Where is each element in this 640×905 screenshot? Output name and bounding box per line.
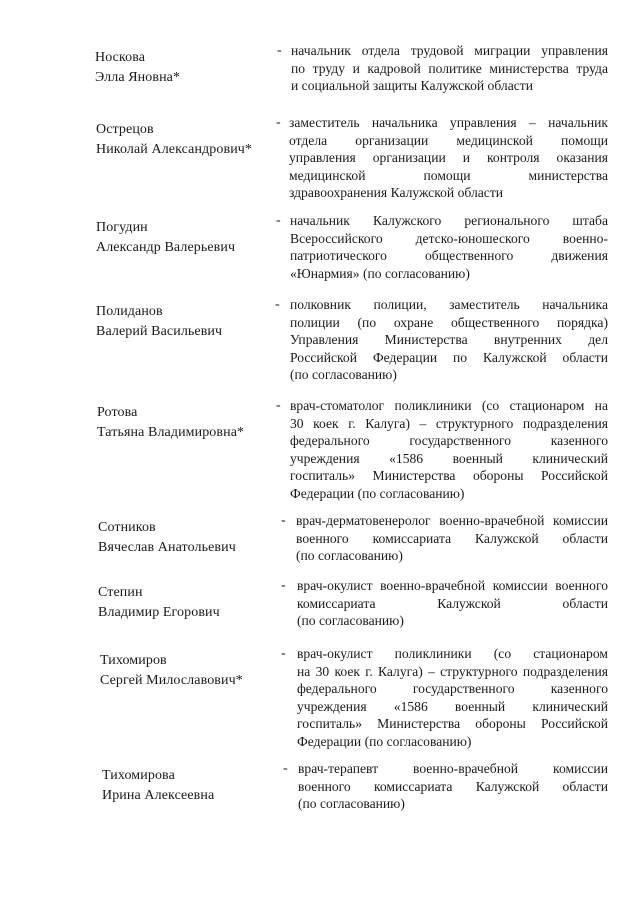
member-given-names: Сергей Милославович* <box>100 673 243 688</box>
member-name <box>98 583 283 623</box>
member-surname: Сотников <box>98 520 156 535</box>
member-given-names: Владимир Егорович <box>98 605 220 620</box>
position-line: медицинской помощи министерства <box>289 167 608 183</box>
position-line: федерального государственного казенного <box>297 681 608 697</box>
position-line: полиции (по охране общественного порядка) <box>290 314 608 330</box>
position-line: начальник Калужского регионального штаба <box>290 213 608 228</box>
member-surname: Носкова <box>95 50 146 65</box>
dash-separator: - <box>283 761 288 776</box>
position-line: (по согласованию) <box>297 613 404 629</box>
member-given-names: Вячеслав Анатольевич <box>98 540 236 555</box>
position-line: (по согласованию) <box>296 548 403 564</box>
position-line: госпиталь» Министерства обороны Российской <box>297 716 608 732</box>
dash-separator: - <box>281 578 286 593</box>
member-given-names: Валерий Васильевич <box>96 324 223 339</box>
member-given-names: Николай Александрович* <box>96 142 253 157</box>
position-line: начальник отдела трудовой миграции управления <box>291 43 608 58</box>
member-name <box>98 518 283 558</box>
dash-separator: - <box>276 398 281 413</box>
position-line: заместитель начальника управления – начальник <box>289 115 608 130</box>
member-surname: Полиданов <box>96 304 163 319</box>
member-surname: Тихомирова <box>102 768 175 783</box>
dash-separator: - <box>276 115 281 130</box>
position-line: учреждения «1586 военный клинический <box>297 698 608 714</box>
position-line: (по согласованию) <box>290 367 397 383</box>
position-line: врач-окулист поликлиники (со стационаром <box>297 646 608 661</box>
position-line: Всероссийского детско-юношеского военно- <box>290 230 608 246</box>
position-line: на 30 коек г. Калуга) – структурного подразделения <box>297 663 608 679</box>
position-line: федерального государственного казенного <box>290 433 608 449</box>
member-surname: Степин <box>98 585 143 600</box>
position-line: военного комиссариата Калужской области <box>296 530 608 546</box>
position-line: комиссариата Калужской области <box>297 595 608 611</box>
member-position-description <box>290 296 608 384</box>
member-position-description <box>296 512 608 565</box>
member-given-names: Александр Валерьевич <box>96 240 236 255</box>
dash-separator: - <box>281 646 286 661</box>
member-surname: Тихомиров <box>100 653 167 668</box>
position-line: патриотического общественного движения <box>290 248 608 264</box>
member-surname: Острецов <box>96 122 154 137</box>
position-line: полковник полиции, заместитель начальника <box>290 297 608 312</box>
member-position-description <box>290 397 608 503</box>
member-name <box>102 766 287 806</box>
position-line: управления организации и контроля оказания <box>289 150 608 166</box>
position-line: и социальной защиты Калужской области <box>291 78 533 94</box>
position-line: отдела организации медицинской помощи <box>289 132 608 148</box>
member-position-description <box>291 42 608 95</box>
member-surname: Ротова <box>97 405 138 420</box>
position-line: врач-окулист военно-врачебной комиссии военного <box>297 578 608 593</box>
member-position-description <box>289 114 608 202</box>
position-line: по труду и кадровой политике министерства труда <box>291 60 608 76</box>
member-given-names: Элла Яновна* <box>95 70 181 85</box>
member-name <box>96 120 281 160</box>
member-position-description <box>297 577 608 630</box>
position-line: Российской Федерации по Калужской области <box>290 349 608 365</box>
member-surname: Погудин <box>96 220 148 235</box>
position-line: военного комиссариата Калужской области <box>298 778 608 794</box>
member-position-description <box>290 212 608 282</box>
position-line: госпиталь» Министерства обороны Российской <box>290 468 608 484</box>
dash-separator: - <box>281 513 286 528</box>
position-line: «Юнармия» (по согласованию) <box>290 265 470 281</box>
position-line: Управления Министерства внутренних дел <box>290 332 608 348</box>
position-line: врач-стоматолог поликлиники (со стационаром на <box>290 398 608 413</box>
position-line: 30 коек г. Калуга) – структурного подразделения <box>290 415 608 431</box>
member-position-description <box>297 645 608 751</box>
member-name <box>95 48 280 88</box>
member-position-description <box>298 760 608 813</box>
position-line: врач-терапевт военно-врачебной комиссии <box>298 761 608 776</box>
member-name <box>97 403 282 443</box>
dash-separator: - <box>276 213 281 228</box>
position-line: учреждения «1586 военный клинический <box>290 450 608 466</box>
position-line: врач-дерматовенеролог военно-врачебной комиссии <box>296 513 608 528</box>
dash-separator: - <box>275 297 280 312</box>
position-line: здравоохранения Калужской области <box>289 185 504 201</box>
position-line: Федерации (по согласованию) <box>297 733 472 749</box>
position-line: Федерации (по согласованию) <box>290 485 465 501</box>
member-given-names: Татьяна Владимировна* <box>97 425 245 440</box>
position-line: (по согласованию) <box>298 796 405 812</box>
member-name <box>96 218 281 258</box>
member-given-names: Ирина Алексеевна <box>102 788 215 803</box>
dash-separator: - <box>277 43 282 58</box>
member-name <box>96 302 281 342</box>
member-name <box>100 651 285 691</box>
